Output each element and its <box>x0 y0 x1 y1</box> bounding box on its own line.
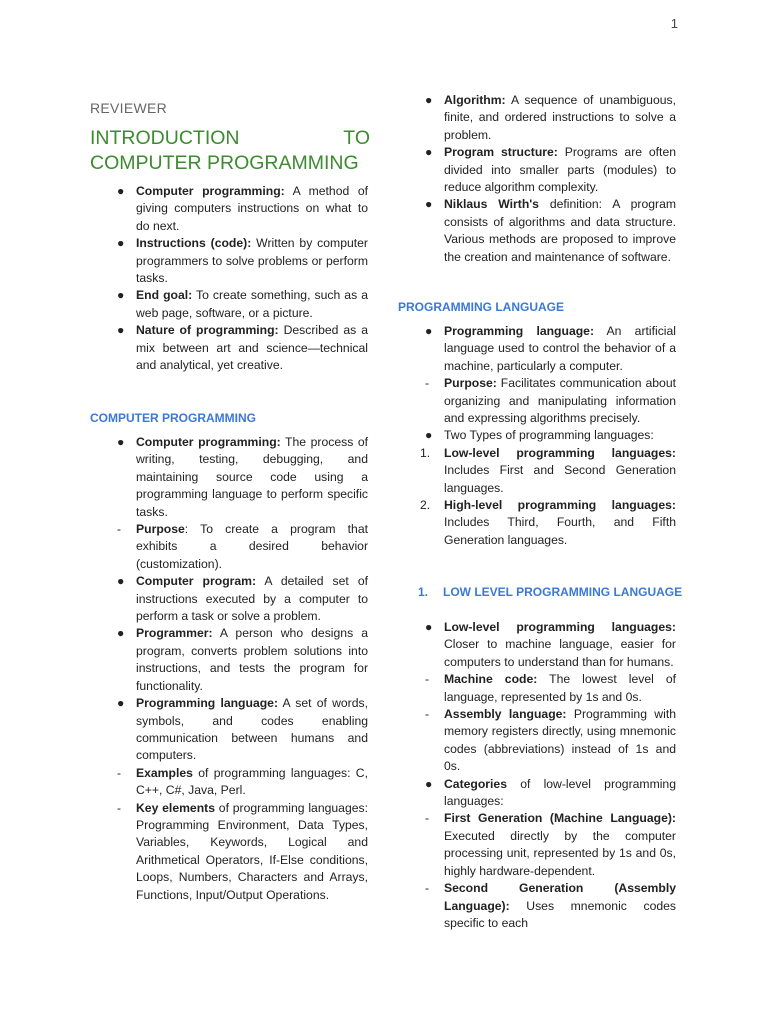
item-term: Purpose: <box>444 376 497 391</box>
list-item <box>398 445 676 497</box>
list-item <box>90 322 368 374</box>
item-text: A person who designs a program, converts problem solutions into instructions, and tests the program for functionality. <box>136 626 368 693</box>
algorithm-list <box>398 92 676 266</box>
item-text: A detailed set of instructions executed by a computer to perform a task or solve a problem. <box>136 574 368 624</box>
item-term: Key elements <box>136 800 215 815</box>
item-term: Computer programming: <box>136 184 285 198</box>
bullet-icon: ● <box>425 776 433 791</box>
number-marker: 2. <box>420 498 431 513</box>
dash-marker: - <box>425 881 430 896</box>
list-item <box>398 619 676 671</box>
item-text: Includes Third, Fourth, and Fifth Generation languages. <box>444 515 676 547</box>
item-term: Instructions (code): <box>136 236 252 251</box>
list-item <box>398 323 676 375</box>
dash-marker: - <box>425 811 430 826</box>
item-text: Programming with memory registers directly, using mnemonic codes (abbreviations) instead of 1s and 0s. <box>444 707 676 774</box>
list-item <box>398 144 676 196</box>
item-text: To create something, such as a web page, software, or a picture. <box>136 288 368 320</box>
list-item <box>90 765 368 800</box>
list-item <box>398 375 676 427</box>
bullet-icon: ● <box>117 626 125 641</box>
bullet-icon: ● <box>425 620 433 634</box>
item-term: Program structure: <box>444 145 558 160</box>
bullet-icon: ● <box>425 197 433 212</box>
reviewer-label: REVIEWER <box>90 100 168 116</box>
bullet-icon: ● <box>425 145 433 160</box>
item-text: Includes First and Second Generation languages. <box>444 463 676 495</box>
item-term: Nature of programming: <box>136 323 279 338</box>
list-item <box>398 92 676 144</box>
item-term: Second Generation (Assembly Language): <box>444 881 676 913</box>
list-item <box>90 573 368 625</box>
dash-marker: - <box>425 707 430 722</box>
item-term: Computer program: <box>136 574 257 589</box>
list-item <box>398 810 676 880</box>
item-text: : To create a program that exhibits a desired behavior (customization). <box>136 522 368 571</box>
number-marker: 1. <box>420 445 431 460</box>
intro-list <box>90 183 368 374</box>
item-text: A set of words, symbols, and codes enabling communication between humans and computers. <box>136 696 368 763</box>
item-text: Uses mnemonic codes specific to each <box>444 898 676 930</box>
bullet-icon: ● <box>117 435 125 449</box>
list-item <box>398 427 676 444</box>
item-text: A sequence of unambiguous, finite, and ordered instructions to solve a problem. <box>444 93 676 142</box>
item-text: A method of giving computers instructions on what to do next. <box>136 184 368 233</box>
item-term: End goal: <box>136 288 193 303</box>
item-term: Programming language: <box>136 696 279 711</box>
item-term: Algorithm: <box>444 93 506 107</box>
list-item <box>90 695 368 765</box>
section-heading-low-level <box>398 584 722 601</box>
list-item <box>90 287 368 322</box>
list-item <box>398 671 676 706</box>
section-heading-programming-language: PROGRAMMING LANGUAGE <box>398 300 564 314</box>
list-item <box>398 497 676 549</box>
item-text: An artificial language used to control the behavior of a machine, particularly a computer. <box>444 324 676 373</box>
bullet-icon: ● <box>117 236 125 251</box>
list-item <box>90 800 368 904</box>
item-text: Written by computer programmers to solve problems or perform tasks. <box>136 236 368 286</box>
computer-programming-list <box>90 434 368 904</box>
list-item <box>398 706 676 776</box>
item-term: Programming language: <box>444 324 595 338</box>
item-term: Programmer: <box>136 626 213 641</box>
bullet-icon: ● <box>425 324 433 338</box>
item-text: Closer to machine language, easier for computers to understand than for humans. <box>444 637 676 669</box>
item-text: Executed directly by the computer processing unit, represented by 1s and 0s, highly hardware-dependent. <box>444 828 676 878</box>
dash-marker: - <box>117 765 122 780</box>
list-item <box>398 880 676 932</box>
item-text: Described as a mix between art and science—technical and analytical, yet creative. <box>136 323 368 373</box>
page-number: 1 <box>670 16 678 31</box>
dash-marker: - <box>425 672 430 687</box>
list-item <box>90 434 368 521</box>
dash-marker: - <box>425 376 430 391</box>
heading-text: LOW LEVEL PROGRAMMING LANGUAGE <box>443 585 683 599</box>
item-text: definition: A program consists of algorithms and data structure. Various methods are proposed to improve the creation and maintenance of software. <box>444 197 676 264</box>
item-text: of low-level programming languages: <box>444 776 676 809</box>
bullet-icon: ● <box>117 574 125 589</box>
bullet-icon: ● <box>117 323 125 338</box>
bullet-icon: ● <box>117 288 125 303</box>
item-text: The lowest level of language, represented by 1s and 0s. <box>444 672 676 704</box>
list-item <box>90 625 368 695</box>
list-item <box>90 521 368 573</box>
item-term: Low-level programming languages: <box>444 620 676 634</box>
item-text: The process of writing, testing, debugging, and maintaining source code using a programming language to perform specific tasks. <box>136 435 368 519</box>
programming-language-list <box>398 323 676 549</box>
item-term: High-level programming languages: <box>444 498 676 513</box>
bullet-icon: ● <box>117 696 125 711</box>
item-term: Machine code: <box>444 672 538 687</box>
bullet-icon: ● <box>425 428 433 443</box>
bullet-icon: ● <box>117 184 125 198</box>
item-term: Computer programming: <box>136 435 281 449</box>
list-item <box>90 183 368 235</box>
heading-number: 1. <box>418 585 429 599</box>
list-item <box>398 196 676 266</box>
list-item <box>398 776 676 811</box>
list-item <box>90 235 368 287</box>
item-term: Examples <box>136 765 193 780</box>
dash-marker: - <box>117 522 122 537</box>
section-heading-computer-programming: COMPUTER PROGRAMMING <box>90 411 256 425</box>
bullet-icon: ● <box>425 93 433 107</box>
item-term: Low-level programming languages: <box>444 445 676 460</box>
item-text: Two Types of programming languages: <box>444 428 654 443</box>
low-level-list <box>398 619 676 932</box>
item-term: Assembly language: <box>444 707 567 722</box>
item-term: First Generation (Machine Language): <box>444 811 676 826</box>
item-term: Niklaus Wirth's <box>444 197 539 212</box>
item-term: Purpose <box>136 522 185 537</box>
item-text: of programming languages: Programming Environment, Data Types, Variables, Keywords, Logical and Arithmetical Operators, If-Else conditions, Loops, Numbers, Characters and Arrays, Functions, Input/Output Operations. <box>136 800 368 902</box>
item-term: Categories <box>444 776 507 791</box>
item-text: Facilitates communication about organizing and manipulating information and expressing algorithms precisely. <box>444 376 676 426</box>
dash-marker: - <box>117 800 122 815</box>
page-title: INTRODUCTION TO COMPUTER PROGRAMMING <box>90 127 370 174</box>
item-text: of programming languages: C, C++, C#, Java, Perl. <box>136 765 368 798</box>
item-text: Programs are often divided into smaller parts (modules) to reduce algorithm complexity. <box>444 145 676 195</box>
